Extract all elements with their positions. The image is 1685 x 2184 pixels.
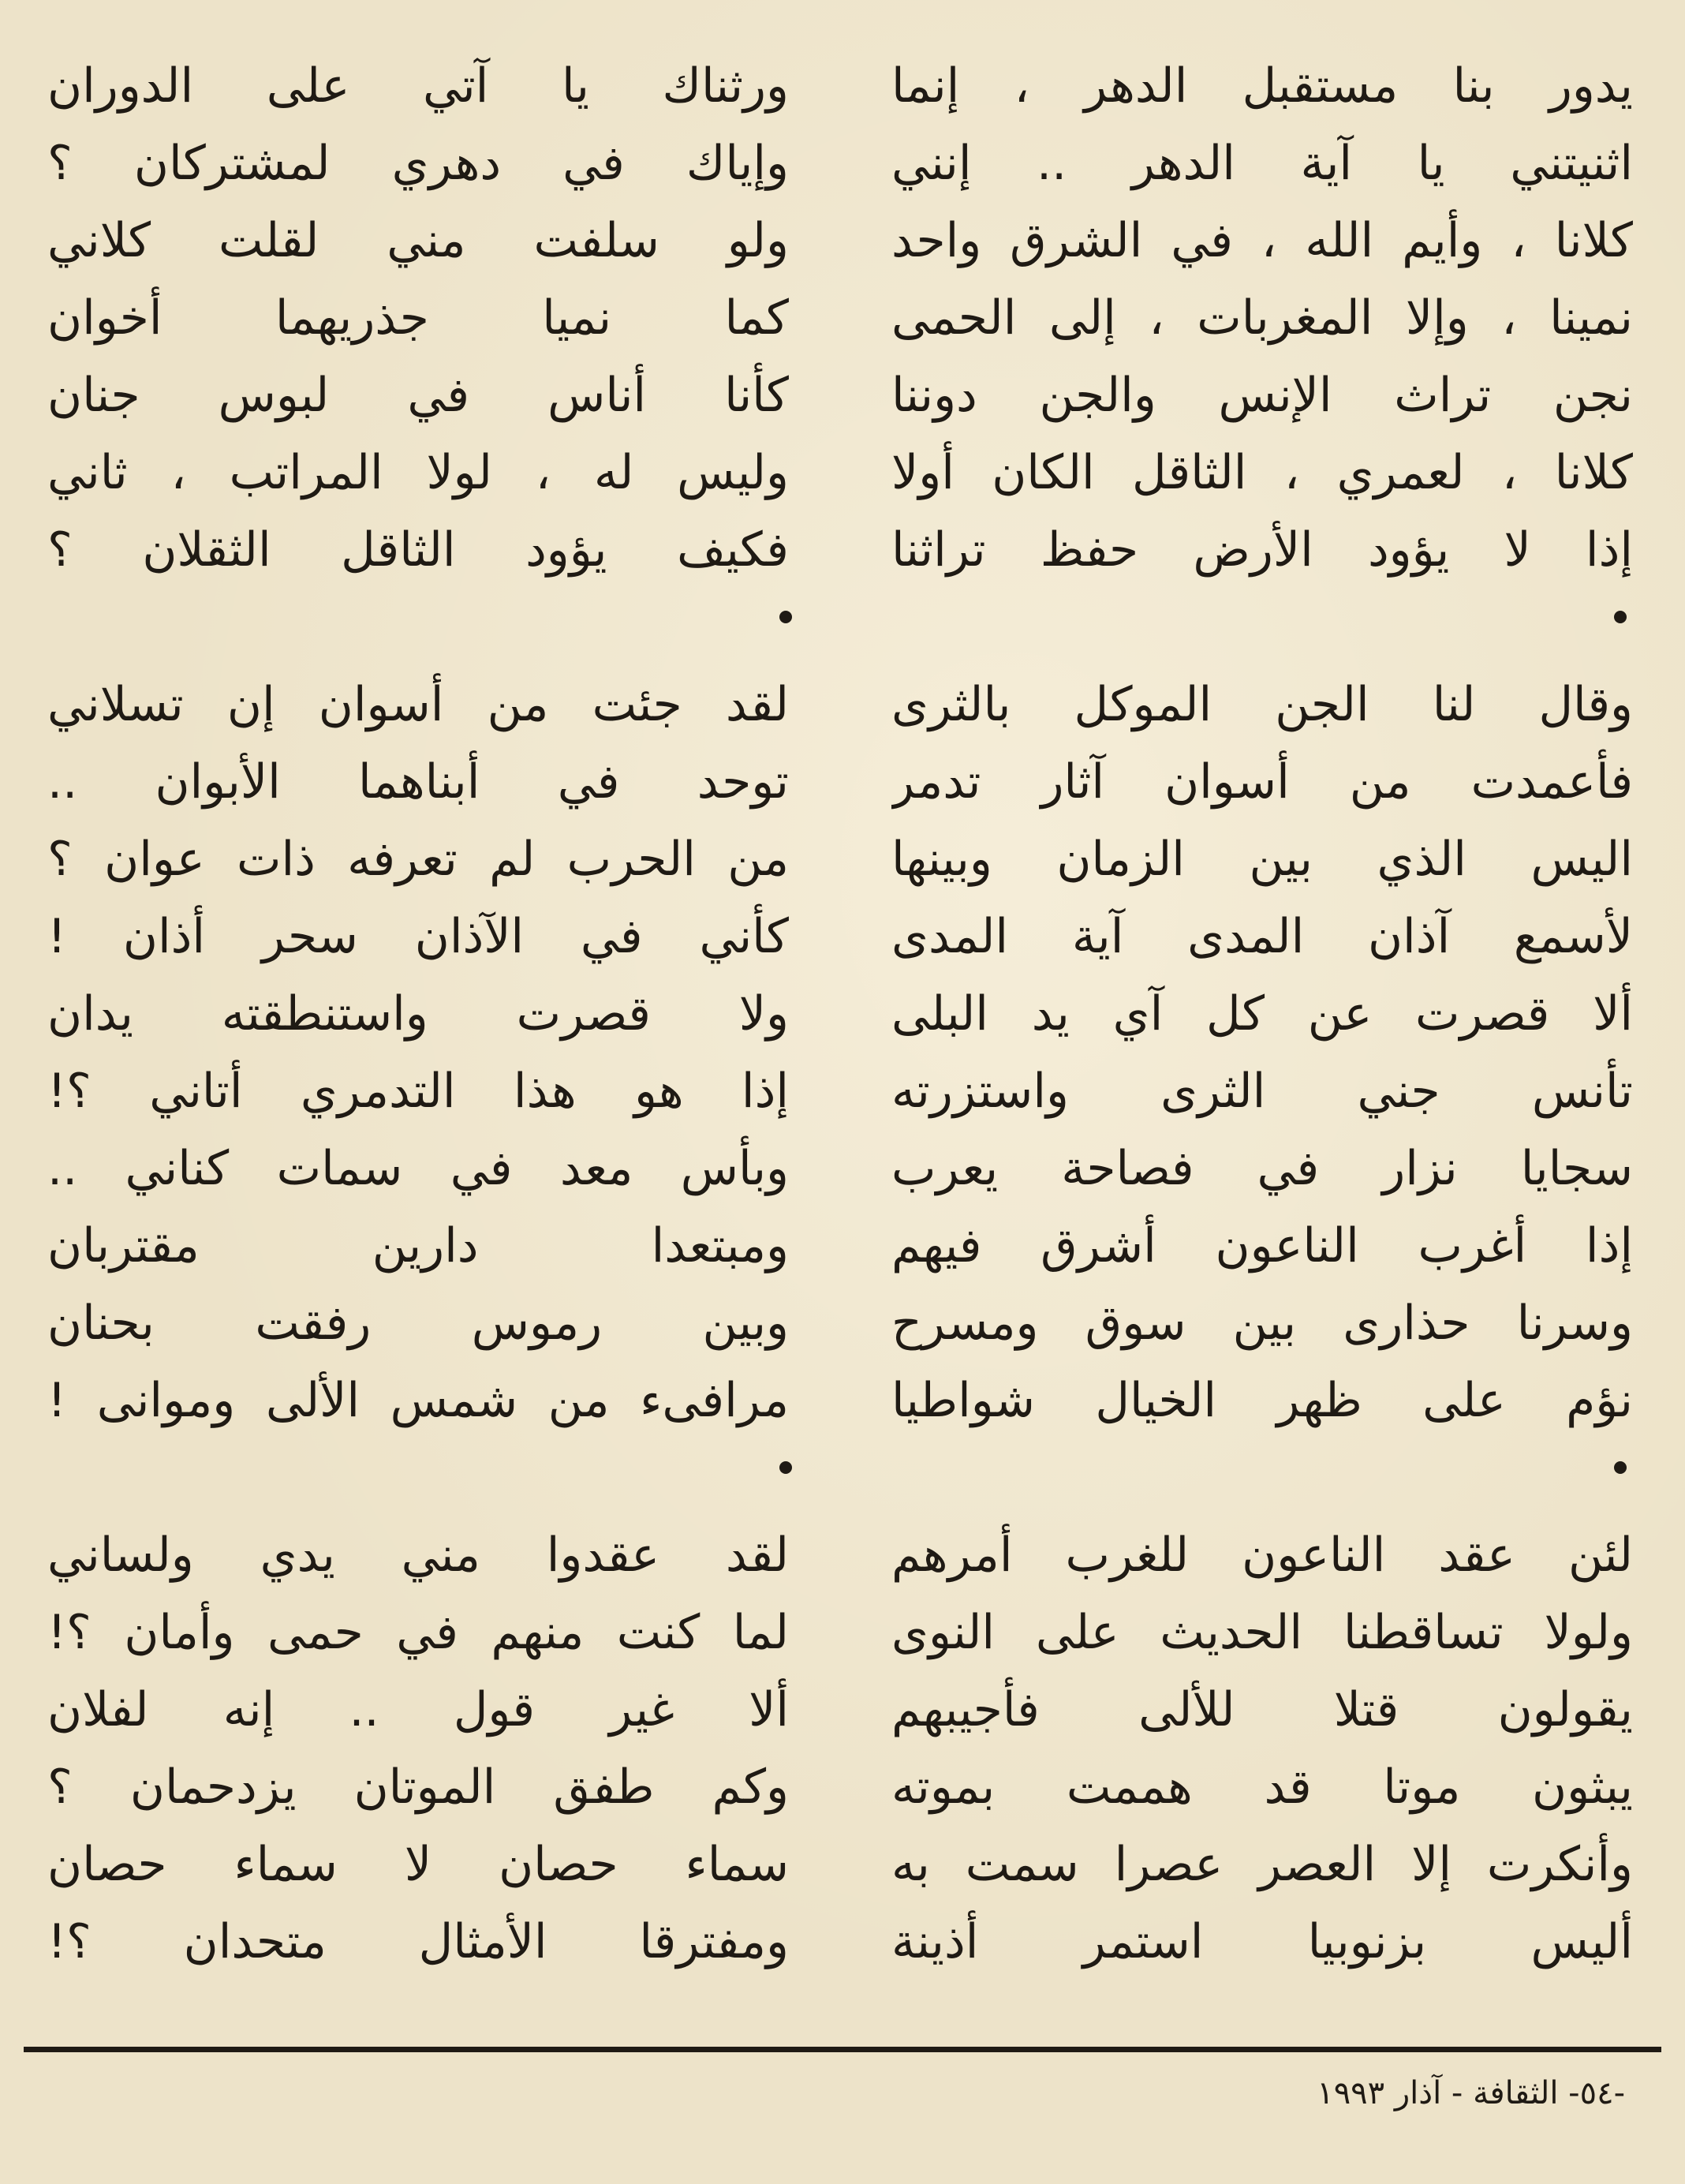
verse-line: وسرنا حذارى بين سوق ومسرح (891, 1296, 1633, 1351)
verse-line: وقال لنا الجن الموكل بالثرى (891, 677, 1633, 732)
stanza-separator (47, 589, 789, 666)
verse-line: لئن عقد الناعون للغرب أمرهم (891, 1528, 1633, 1583)
verse-line: يبثون موتا قد هممت بموته (891, 1760, 1633, 1815)
verse-line: سماء حصان لا سماء حصان (47, 1837, 789, 1892)
page-footer: -٥٤- الثقافة - آذار ١٩٩٣ (1317, 2075, 1625, 2111)
verse-line: نجن تراث الإنس والجن دوننا (891, 368, 1633, 423)
verse-line: ورثناك يا آتي على الدوران (47, 58, 789, 114)
verse-line: من الحرب لم تعرفه ذات عوان ؟ (47, 832, 789, 887)
verse-line: أليس بزنوبيا استمر أذينة (891, 1914, 1633, 1969)
verse-line: لما كنت منهم في حمى وأمان ؟! (47, 1605, 789, 1660)
poem-column-left (47, 47, 789, 1980)
verse-line: وليس له ، لولا المراتب ، ثاني (47, 445, 789, 500)
verse-line: إذا لا يؤود الأرض حفظ تراثنا (891, 522, 1633, 578)
verse-line: كلانا ، وأيم الله ، في الشرق واحد (891, 213, 1633, 268)
verse-line: ألا قصرت عن كل آي يد البلى (891, 986, 1633, 1042)
verse-line: وكم طفق الموتان يزدحمان ؟ (47, 1760, 789, 1815)
verse-line: يدور بنا مستقبل الدهر ، إنما (891, 58, 1633, 114)
verse-line: إذا أغرب الناعون أشرق فيهم (891, 1218, 1633, 1273)
verse-line: وأنكرت إلا العصر عصرا سمت به (891, 1837, 1633, 1892)
verse-line: إذا هو هذا التدمري أتاني ؟! (47, 1064, 789, 1119)
verse-line: كأني في الآذان سحر أذان ! (47, 909, 789, 964)
verse-line: ومفترقا الأمثال متحدان ؟! (47, 1914, 789, 1969)
verse-line: اثنيتني يا آية الدهر .. إنني (891, 136, 1633, 191)
verse-line: ولولا تساقطنا الحديث على النوى (891, 1605, 1633, 1660)
verse-line: ولا قصرت واستنطقته يدان (47, 986, 789, 1042)
verse-line: سجايا نزار في فصاحة يعرب (891, 1141, 1633, 1196)
verse-line: وإياك في دهري لمشتركان ؟ (47, 136, 789, 191)
separator-dot-icon (1614, 1461, 1627, 1474)
verse-line: يقولون قتلا للألى فأجيبهم (891, 1682, 1633, 1737)
verse-line: نؤم على ظهر الخيال شواطيا (891, 1373, 1633, 1428)
verse-line: وبأس معد في سمات كناني .. (47, 1141, 789, 1196)
verse-line: وبين رموس رفقت بحنان (47, 1296, 789, 1351)
verse-line: فكيف يؤود الثاقل الثقلان ؟ (47, 522, 789, 578)
stanza-separator (891, 1439, 1633, 1516)
separator-dot-icon (779, 611, 792, 623)
verse-line: لقد جئت من أسوان إن تسلاني (47, 677, 789, 732)
verse-line: نمينا ، وإلا المغربات ، إلى الحمى (891, 290, 1633, 346)
verse-line: كلانا ، لعمري ، الثاقل الكان أولا (891, 445, 1633, 500)
verse-line: لقد عقدوا مني يدي ولساني (47, 1528, 789, 1583)
poem-column-right (891, 47, 1633, 1980)
verse-line: فأعمدت من أسوان آثار تدمر (891, 754, 1633, 810)
verse-line: اليس الذي بين الزمان وبينها (891, 832, 1633, 887)
separator-dot-icon (779, 1461, 792, 1474)
verse-line: ولو سلفت مني لقلت كلاني (47, 213, 789, 268)
verse-line: توحد في أبناهما الأبوان .. (47, 754, 789, 810)
separator-dot-icon (1614, 611, 1627, 623)
stanza-separator (891, 589, 1633, 666)
verse-line: كأنا أناس في لبوس جنان (47, 368, 789, 423)
footer-rule (24, 2047, 1661, 2052)
verse-line: ومبتعدا دارين مقتربان (47, 1218, 789, 1273)
stanza-separator (47, 1439, 789, 1516)
verse-line: مرافىء من شمس الألى وموانى ! (47, 1373, 789, 1428)
verse-line: ألا غير قول .. إنه لفلان (47, 1682, 789, 1737)
verse-line: كما نميا جذريهما أخوان (47, 290, 789, 346)
verse-line: لأسمع آذان المدى آية المدى (891, 909, 1633, 964)
verse-line: تأنس جني الثرى واستزرته (891, 1064, 1633, 1119)
